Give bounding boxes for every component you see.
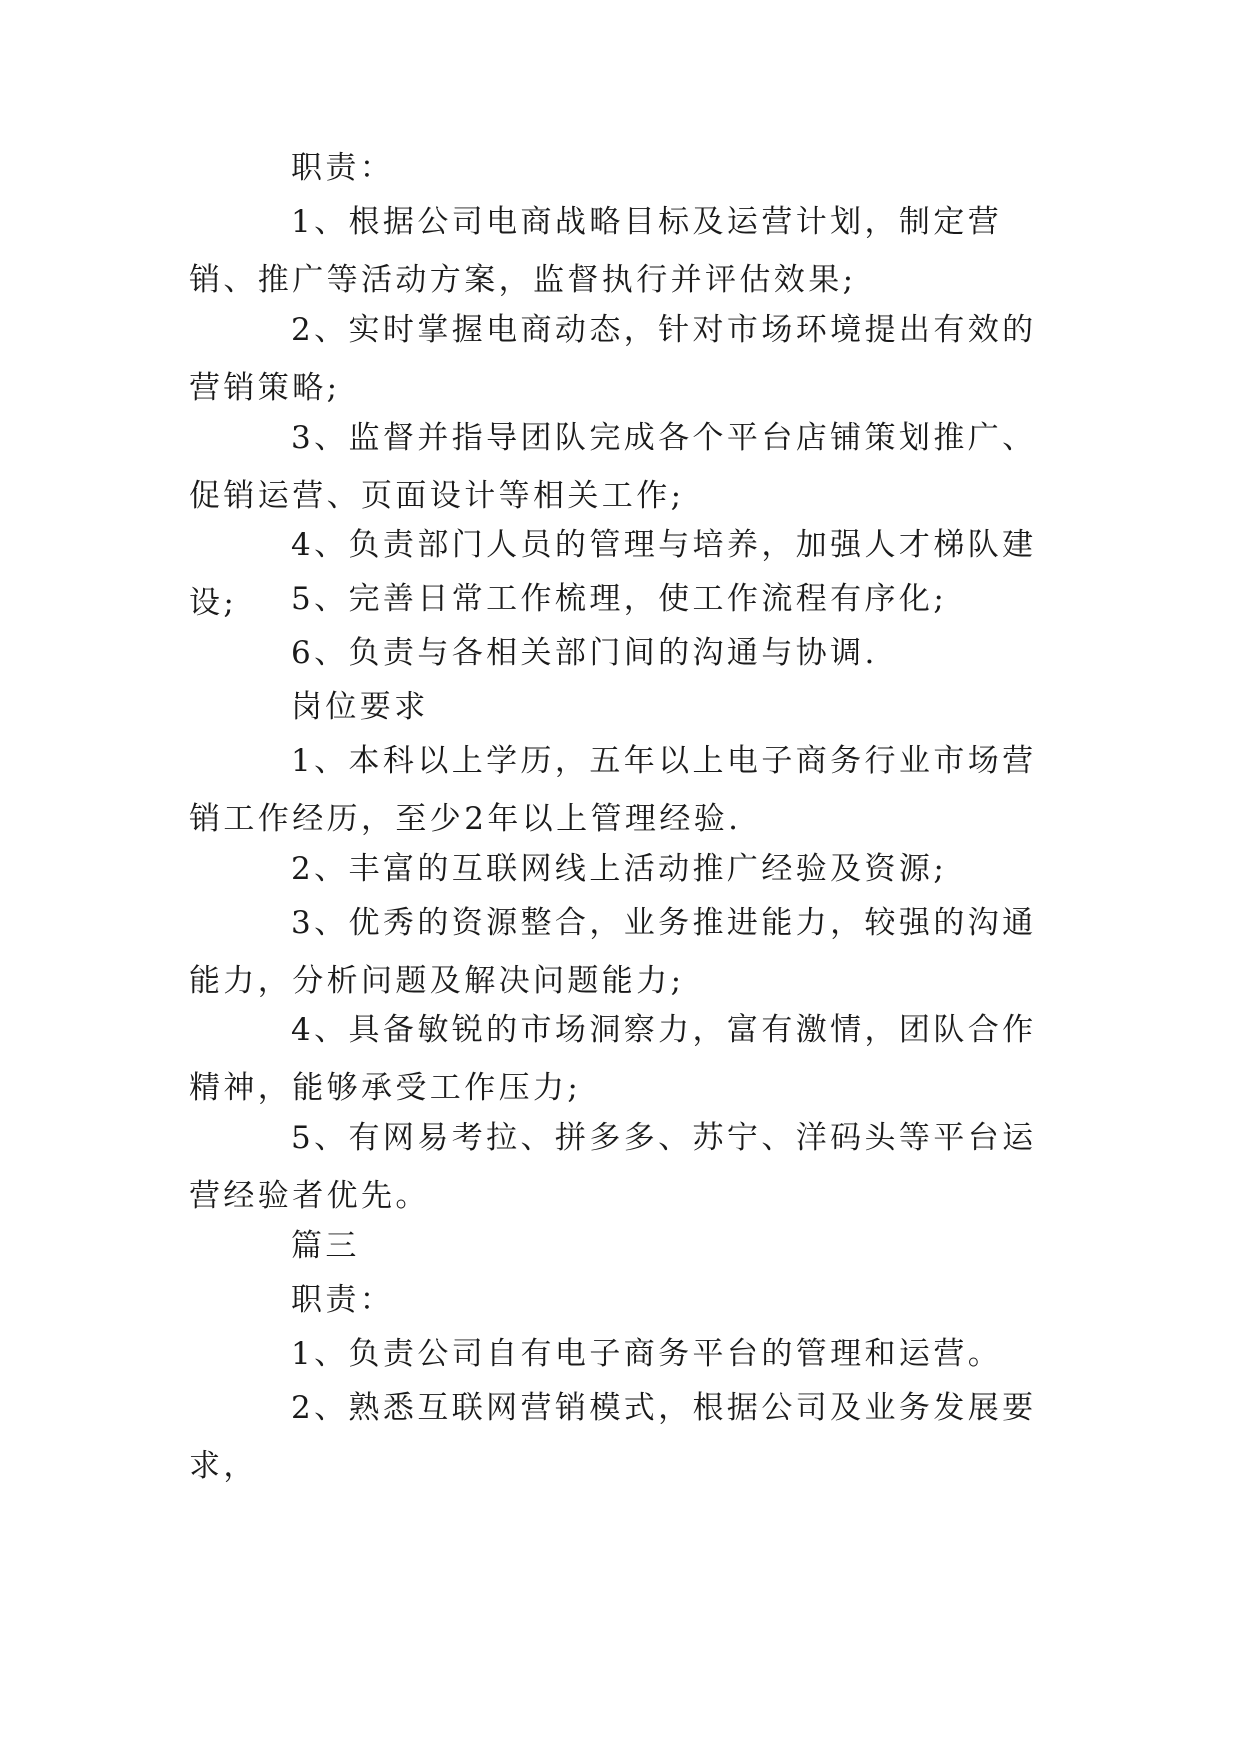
requirement-item-5: 5、有网易考拉、拼多多、苏宁、洋码头等平台运营经验者优先。 xyxy=(189,1120,1037,1214)
duty-item-4: 4、负责部门人员的管理与培养，加强人才梯队建设; xyxy=(189,527,1037,621)
duty-item-5: 5、完善日常工作梳理，使工作流程有序化; xyxy=(291,581,948,617)
requirement-item-3: 3、优秀的资源整合，业务推进能力，较强的沟通能力，分析问题及解决问题能力; xyxy=(189,905,1037,999)
duty-item-3: 3、监督并指导团队完成各个平台店铺策划推广、促销运营、页面设计等相关工作; xyxy=(189,420,1037,514)
duty-item-6: 6、负责与各相关部门间的沟通与协调. xyxy=(291,635,878,671)
section-heading-duties: 职责： xyxy=(291,150,395,186)
section-heading-duties-2: 职责： xyxy=(291,1282,395,1318)
section-heading-part-three: 篇三 xyxy=(291,1228,360,1264)
duty2-item-2: 2、熟悉互联网营销模式，根据公司及业务发展要求， xyxy=(189,1390,1037,1484)
duty-item-1: 1、根据公司电商战略目标及运营计划，制定营销、推广等活动方案，监督执行并评估效果; xyxy=(189,204,1003,298)
section-heading-requirements: 岗位要求 xyxy=(291,689,429,725)
requirement-item-4: 4、具备敏锐的市场洞察力，富有激情，团队合作精神，能够承受工作压力; xyxy=(189,1012,1037,1106)
duty-item-2: 2、实时掌握电商动态，针对市场环境提出有效的营销策略; xyxy=(189,312,1037,406)
requirement-item-2: 2、丰富的互联网线上活动推广经验及资源; xyxy=(291,851,948,887)
requirement-item-1: 1、本科以上学历，五年以上电子商务行业市场营销工作经历，至少2年以上管理经验. xyxy=(189,743,1037,837)
duty2-item-1: 1、负责公司自有电子商务平台的管理和运营。 xyxy=(291,1336,1003,1372)
